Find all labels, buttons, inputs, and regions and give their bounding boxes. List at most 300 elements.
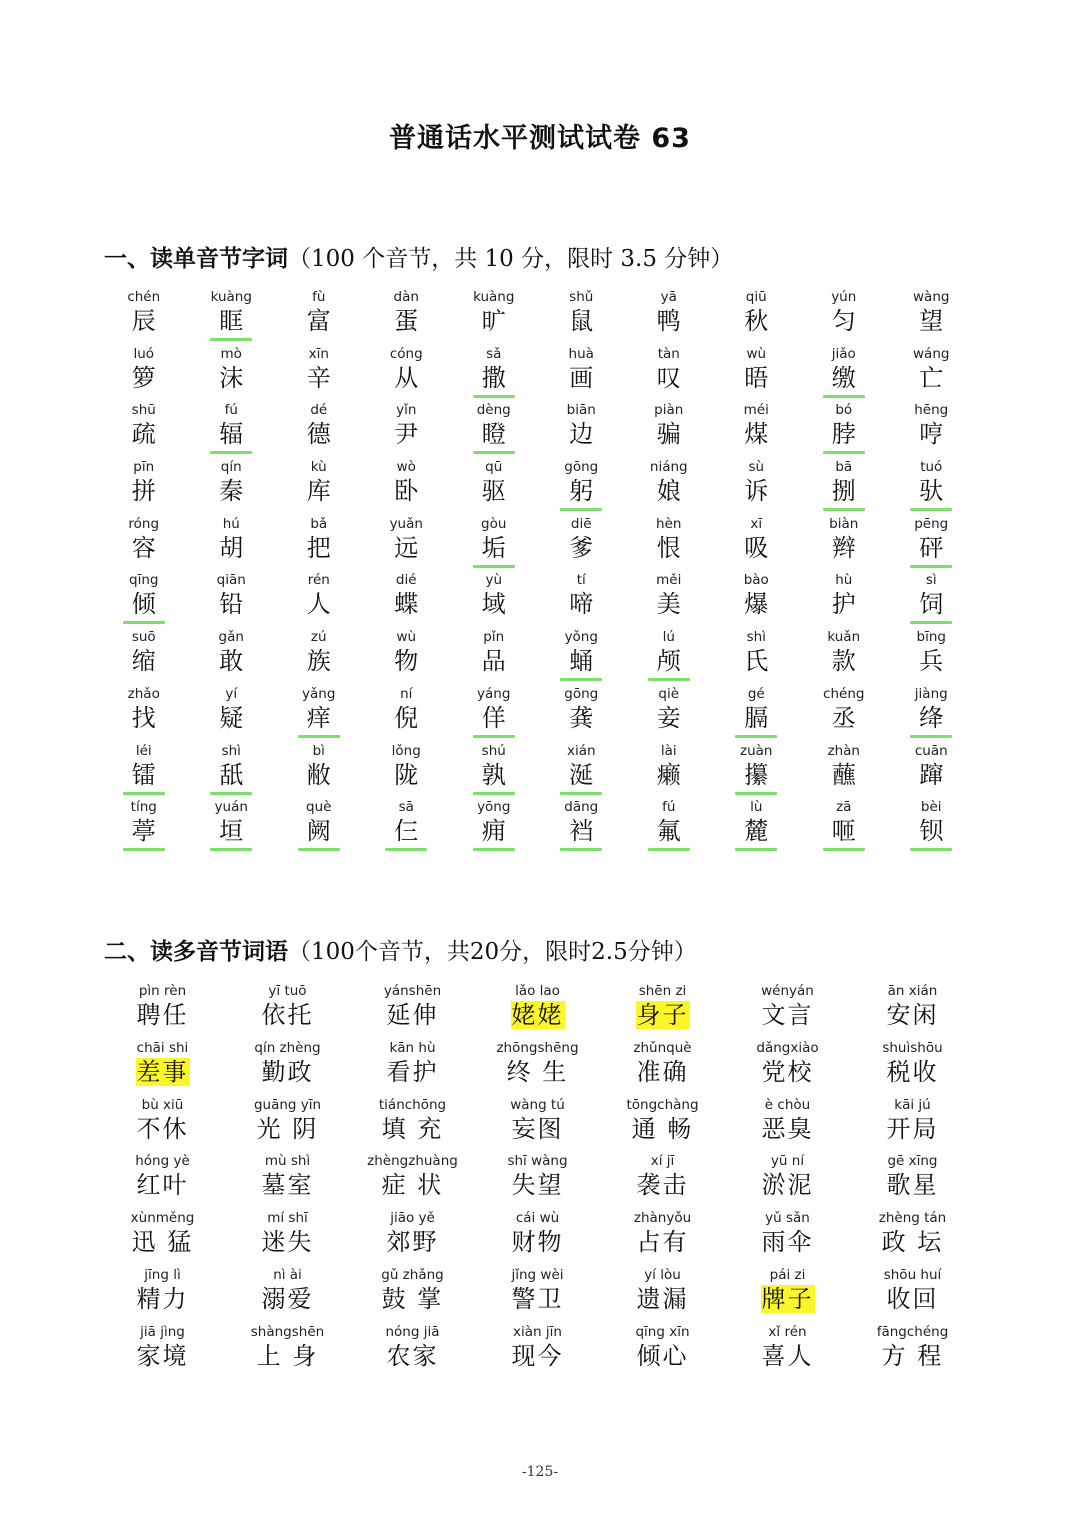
word: 遗漏 bbox=[636, 1284, 689, 1313]
word-cell bbox=[225, 1152, 350, 1209]
pinyin: kù bbox=[310, 459, 327, 476]
character: 尹 bbox=[394, 420, 419, 449]
pinyin: mù shì bbox=[264, 1153, 311, 1170]
character: 晤 bbox=[744, 363, 769, 392]
pinyin: jiā jìng bbox=[140, 1323, 185, 1340]
character: 疏 bbox=[131, 420, 156, 449]
word-cell bbox=[475, 1323, 600, 1380]
word-cell bbox=[450, 288, 538, 345]
character: 秦 bbox=[219, 477, 244, 506]
character: 敝 bbox=[306, 760, 331, 789]
character: 人 bbox=[306, 590, 331, 619]
pinyin: shuìshōu bbox=[882, 1039, 943, 1056]
word-cell bbox=[100, 798, 188, 855]
word-text bbox=[350, 1114, 475, 1144]
word: 妄图 bbox=[511, 1114, 564, 1143]
word-cell bbox=[725, 1266, 850, 1323]
word: 红叶 bbox=[136, 1171, 189, 1200]
word-text bbox=[600, 1170, 725, 1200]
word-cell bbox=[363, 742, 451, 799]
word: 税收 bbox=[886, 1057, 939, 1086]
character: 爹 bbox=[569, 533, 594, 562]
pinyin: jiǎo bbox=[831, 345, 856, 362]
word-cell bbox=[188, 288, 276, 345]
word-cell bbox=[800, 458, 888, 515]
page-number: -125- bbox=[521, 1464, 559, 1480]
character: 辰 bbox=[131, 307, 156, 335]
word-text bbox=[475, 1341, 600, 1371]
word-cell bbox=[713, 798, 801, 855]
pinyin: qū bbox=[485, 459, 503, 476]
pinyin: qín bbox=[220, 459, 242, 476]
character: 富 bbox=[306, 307, 331, 335]
word-cell bbox=[800, 685, 888, 742]
pinyin: hóng yè bbox=[135, 1153, 190, 1170]
word-cell bbox=[850, 1266, 975, 1323]
pinyin: gòu bbox=[481, 515, 507, 532]
word-cell bbox=[725, 1323, 850, 1380]
word-text bbox=[350, 1000, 475, 1030]
word-text bbox=[850, 1114, 975, 1144]
pinyin: bǎ bbox=[310, 515, 328, 532]
character: 敢 bbox=[219, 647, 244, 676]
character: 咂 bbox=[831, 817, 856, 846]
word: 政 坛 bbox=[881, 1228, 944, 1257]
word-cell bbox=[713, 742, 801, 799]
word-text bbox=[725, 1170, 850, 1200]
character: 叹 bbox=[656, 363, 681, 392]
word-text bbox=[725, 1227, 850, 1257]
word-cell bbox=[100, 1209, 225, 1266]
word-text bbox=[725, 1341, 850, 1371]
pinyin: rén bbox=[307, 572, 330, 589]
word: 现今 bbox=[511, 1341, 564, 1370]
word-text bbox=[850, 1170, 975, 1200]
word: 袭击 bbox=[636, 1171, 689, 1200]
pinyin: bā bbox=[835, 459, 853, 476]
pinyin: zā bbox=[836, 799, 852, 816]
word-cell bbox=[363, 571, 451, 628]
word-cell bbox=[475, 1266, 600, 1323]
character: 颅 bbox=[656, 647, 681, 676]
word-cell bbox=[538, 571, 626, 628]
section2-title: 二、读多音节词语 bbox=[104, 939, 288, 965]
word-cell bbox=[363, 798, 451, 855]
green-underline bbox=[648, 848, 690, 851]
word: 光 阴 bbox=[256, 1114, 319, 1143]
pinyin: shōu huí bbox=[883, 1266, 942, 1283]
green-underline bbox=[560, 678, 602, 681]
green-underline bbox=[910, 565, 952, 568]
pinyin: piàn bbox=[654, 402, 684, 419]
green-underline bbox=[560, 792, 602, 795]
character: 缴 bbox=[831, 363, 856, 392]
word-cell bbox=[275, 345, 363, 402]
word-cell bbox=[888, 345, 976, 402]
pinyin: cái wù bbox=[515, 1210, 560, 1227]
pinyin: qīng xīn bbox=[635, 1323, 690, 1340]
word-text bbox=[600, 1227, 725, 1257]
pinyin: zhōngshēng bbox=[496, 1039, 579, 1056]
word-cell bbox=[100, 1323, 225, 1380]
word-cell bbox=[225, 1323, 350, 1380]
section1-title: 一、读单音节字词 bbox=[104, 246, 288, 272]
pinyin: wàng bbox=[913, 289, 950, 305]
word-cell bbox=[275, 401, 363, 458]
word-cell bbox=[538, 458, 626, 515]
pinyin: xǐ rén bbox=[768, 1323, 807, 1340]
highlighted-word: 牌子 bbox=[761, 1284, 814, 1313]
character: 舐 bbox=[219, 760, 244, 789]
word-cell bbox=[538, 401, 626, 458]
word: 雨伞 bbox=[761, 1228, 814, 1257]
word-text bbox=[850, 1284, 975, 1314]
word: 倾心 bbox=[636, 1341, 689, 1370]
pinyin: gé bbox=[747, 685, 765, 702]
pinyin: kuàng bbox=[210, 289, 252, 305]
character: 缩 bbox=[131, 647, 156, 676]
word-cell bbox=[363, 401, 451, 458]
word: 农家 bbox=[386, 1341, 439, 1370]
pinyin: lài bbox=[660, 742, 677, 759]
word: 方 程 bbox=[881, 1341, 944, 1370]
pinyin: pǐn bbox=[483, 629, 505, 646]
word-cell bbox=[625, 798, 713, 855]
word-cell bbox=[725, 1039, 850, 1096]
word-cell bbox=[713, 458, 801, 515]
word: 喜人 bbox=[761, 1341, 814, 1370]
word-text bbox=[225, 1284, 350, 1314]
word-cell bbox=[188, 571, 276, 628]
character: 亡 bbox=[919, 363, 944, 392]
word-cell bbox=[800, 571, 888, 628]
pinyin: xùnměng bbox=[130, 1210, 195, 1227]
word-cell bbox=[800, 288, 888, 345]
pinyin: lú bbox=[662, 629, 675, 646]
pinyin: wáng bbox=[913, 345, 950, 362]
character: 驱 bbox=[481, 477, 506, 506]
pinyin: xīn bbox=[308, 345, 329, 362]
word: 失望 bbox=[511, 1171, 564, 1200]
word-text bbox=[350, 1341, 475, 1371]
pinyin: zhèngzhuàng bbox=[367, 1153, 458, 1170]
pinyin: fú bbox=[662, 799, 676, 816]
character: 卧 bbox=[394, 477, 419, 506]
word-cell bbox=[188, 628, 276, 685]
word: 占有 bbox=[636, 1228, 689, 1257]
word-text bbox=[475, 1114, 600, 1144]
pinyin: kāi jú bbox=[894, 1096, 931, 1113]
pinyin: qín zhèng bbox=[254, 1039, 321, 1056]
word-cell bbox=[100, 1152, 225, 1209]
pinyin: hēng bbox=[914, 402, 949, 419]
character: 吸 bbox=[744, 533, 769, 562]
word-cell bbox=[450, 401, 538, 458]
pinyin: niáng bbox=[649, 459, 688, 476]
word-cell bbox=[850, 1039, 975, 1096]
green-underline bbox=[123, 621, 165, 624]
green-underline bbox=[473, 735, 515, 738]
pinyin: shēn zi bbox=[638, 983, 687, 999]
highlighted-word: 差事 bbox=[136, 1057, 189, 1086]
pinyin: wù bbox=[746, 345, 767, 362]
pinyin: pīn bbox=[133, 459, 155, 476]
pinyin: shú bbox=[481, 742, 506, 759]
word-text bbox=[600, 1114, 725, 1144]
green-underline bbox=[910, 735, 952, 738]
word-text bbox=[725, 1057, 850, 1087]
pinyin: bīng bbox=[916, 629, 946, 646]
character: 癞 bbox=[656, 760, 681, 789]
word-cell bbox=[100, 515, 188, 572]
word-cell bbox=[600, 1266, 725, 1323]
character: 痈 bbox=[481, 817, 506, 846]
word-cell bbox=[100, 288, 188, 345]
character: 蝶 bbox=[394, 590, 419, 619]
word-cell bbox=[450, 628, 538, 685]
word-cell bbox=[275, 515, 363, 572]
word: 依托 bbox=[261, 1001, 314, 1029]
word-cell bbox=[100, 1096, 225, 1153]
green-underline bbox=[735, 848, 777, 851]
word: 淤泥 bbox=[761, 1171, 814, 1200]
pinyin: yuán bbox=[214, 799, 248, 816]
pinyin: dié bbox=[395, 572, 417, 589]
character: 箩 bbox=[131, 363, 156, 392]
word-cell bbox=[850, 982, 975, 1039]
character: 蛹 bbox=[569, 647, 594, 676]
character: 款 bbox=[831, 647, 856, 676]
character: 垢 bbox=[481, 533, 506, 562]
word-cell bbox=[225, 982, 350, 1039]
character: 龚 bbox=[569, 703, 594, 732]
character: 辐 bbox=[219, 420, 244, 449]
word: 歌星 bbox=[886, 1171, 939, 1200]
character: 阙 bbox=[306, 817, 331, 846]
word-cell bbox=[350, 982, 475, 1039]
word-cell bbox=[450, 685, 538, 742]
character: 骗 bbox=[656, 420, 681, 449]
word-text bbox=[225, 1114, 350, 1144]
word-cell bbox=[475, 982, 600, 1039]
green-underline bbox=[735, 792, 777, 795]
pinyin: qiān bbox=[216, 572, 246, 589]
green-underline bbox=[823, 848, 865, 851]
character: 疑 bbox=[219, 703, 244, 732]
pinyin: ní bbox=[400, 685, 413, 702]
word-cell bbox=[725, 1152, 850, 1209]
word-cell bbox=[625, 345, 713, 402]
word-text bbox=[225, 1227, 350, 1257]
word-cell bbox=[800, 401, 888, 458]
word-text bbox=[850, 1057, 975, 1087]
word-text bbox=[475, 1284, 600, 1314]
pinyin: gǎn bbox=[218, 629, 244, 646]
word-text bbox=[100, 1057, 225, 1087]
word-text bbox=[100, 1114, 225, 1144]
green-underline bbox=[473, 565, 515, 568]
word-cell bbox=[450, 345, 538, 402]
word-cell bbox=[600, 1096, 725, 1153]
word-text bbox=[225, 1057, 350, 1087]
pinyin: bèi bbox=[920, 799, 942, 816]
word-cell bbox=[350, 1209, 475, 1266]
pinyin: zhǔnquè bbox=[633, 1039, 692, 1056]
word-cell bbox=[600, 1152, 725, 1209]
pinyin: biān bbox=[566, 402, 596, 419]
word-text bbox=[725, 1000, 850, 1030]
character: 找 bbox=[131, 703, 156, 732]
word-text bbox=[850, 1000, 975, 1030]
green-underline bbox=[473, 395, 515, 398]
character: 鼠 bbox=[569, 307, 594, 335]
character: 恨 bbox=[656, 533, 681, 562]
word-text bbox=[475, 1057, 600, 1087]
word-text bbox=[475, 1227, 600, 1257]
character: 丞 bbox=[831, 703, 856, 732]
word-cell bbox=[363, 288, 451, 345]
character: 膈 bbox=[744, 703, 769, 732]
character: 德 bbox=[306, 420, 331, 449]
green-underline bbox=[210, 792, 252, 795]
pinyin: jiāo yě bbox=[390, 1210, 435, 1227]
word-cell bbox=[363, 685, 451, 742]
character: 躬 bbox=[569, 477, 594, 506]
word-cell bbox=[725, 1096, 850, 1153]
pinyin: mò bbox=[220, 345, 242, 362]
pinyin: qiè bbox=[658, 685, 680, 702]
word: 勤政 bbox=[261, 1057, 314, 1086]
pinyin: xí jī bbox=[650, 1153, 675, 1170]
word-text bbox=[725, 1284, 850, 1314]
word-text bbox=[100, 1284, 225, 1314]
word-cell bbox=[888, 628, 976, 685]
pinyin: cóng bbox=[389, 345, 423, 362]
character: 望 bbox=[919, 307, 944, 335]
word-cell bbox=[275, 742, 363, 799]
pinyin: gōng bbox=[564, 685, 599, 702]
pinyin: gōng bbox=[564, 459, 599, 476]
word-cell bbox=[625, 515, 713, 572]
word-text bbox=[350, 1057, 475, 1087]
character: 库 bbox=[306, 477, 331, 506]
word-cell bbox=[475, 1152, 600, 1209]
pinyin: zhǎo bbox=[127, 685, 160, 702]
character: 容 bbox=[131, 533, 156, 562]
pinyin: wàng tú bbox=[510, 1096, 565, 1113]
pinyin: ān xián bbox=[887, 983, 938, 999]
pinyin: wényán bbox=[761, 983, 814, 999]
word-cell bbox=[850, 1096, 975, 1153]
green-underline bbox=[210, 848, 252, 851]
pinyin: fù bbox=[312, 289, 326, 305]
green-underline bbox=[473, 451, 515, 454]
pinyin: hù bbox=[835, 572, 853, 589]
pinyin: pēng bbox=[914, 515, 949, 532]
character: 倪 bbox=[394, 703, 419, 732]
pinyin: yù bbox=[485, 572, 503, 589]
word-cell bbox=[538, 628, 626, 685]
word-cell bbox=[850, 1209, 975, 1266]
character: 氏 bbox=[744, 647, 769, 676]
word-cell bbox=[725, 982, 850, 1039]
section1-heading bbox=[104, 240, 733, 273]
pinyin: qīng bbox=[129, 572, 159, 589]
character: 佯 bbox=[481, 703, 506, 732]
pinyin: guāng yīn bbox=[253, 1096, 322, 1113]
pinyin: bì bbox=[312, 742, 325, 759]
pinyin: wò bbox=[396, 459, 416, 476]
character: 攥 bbox=[744, 760, 769, 789]
green-underline bbox=[298, 735, 340, 738]
word-cell bbox=[888, 288, 976, 345]
word-cell bbox=[188, 742, 276, 799]
word-cell bbox=[800, 515, 888, 572]
green-underline bbox=[560, 508, 602, 511]
word-cell bbox=[538, 798, 626, 855]
word-cell bbox=[800, 628, 888, 685]
word-text bbox=[100, 1341, 225, 1371]
word: 准确 bbox=[636, 1057, 689, 1086]
word-cell bbox=[363, 628, 451, 685]
character: 鸭 bbox=[656, 307, 681, 335]
character: 从 bbox=[394, 363, 419, 392]
word-cell bbox=[350, 1039, 475, 1096]
word-text bbox=[225, 1170, 350, 1200]
word-cell bbox=[600, 1209, 725, 1266]
pinyin: zuàn bbox=[740, 742, 773, 759]
pinyin: róng bbox=[128, 515, 160, 532]
word: 墓室 bbox=[261, 1171, 314, 1200]
word-cell bbox=[363, 458, 451, 515]
word-cell bbox=[600, 982, 725, 1039]
section2-heading bbox=[104, 933, 697, 966]
word-cell bbox=[450, 458, 538, 515]
character: 辛 bbox=[306, 363, 331, 392]
pinyin: sā bbox=[398, 799, 414, 816]
word: 精力 bbox=[136, 1284, 189, 1313]
word: 郊野 bbox=[386, 1228, 439, 1257]
pinyin: sù bbox=[748, 459, 765, 476]
pinyin: yánshēn bbox=[383, 983, 442, 999]
character: 域 bbox=[481, 590, 506, 619]
word-cell bbox=[625, 685, 713, 742]
pinyin: shì bbox=[746, 629, 766, 646]
word-cell bbox=[888, 515, 976, 572]
character: 诉 bbox=[744, 477, 769, 506]
word-cell bbox=[100, 401, 188, 458]
word: 聘任 bbox=[136, 1001, 189, 1029]
word-text bbox=[725, 1114, 850, 1144]
pinyin: shì bbox=[221, 742, 241, 759]
word-text bbox=[850, 1227, 975, 1257]
character: 铅 bbox=[219, 590, 244, 619]
word-cell bbox=[350, 1152, 475, 1209]
character: 妾 bbox=[656, 703, 681, 732]
word-cell bbox=[800, 798, 888, 855]
word-text bbox=[100, 1170, 225, 1200]
pinyin: tí bbox=[576, 572, 586, 589]
character: 胡 bbox=[219, 533, 244, 562]
character: 远 bbox=[394, 533, 419, 562]
pinyin: biàn bbox=[829, 515, 859, 532]
word: 填 充 bbox=[381, 1114, 444, 1143]
pinyin: yí bbox=[225, 685, 238, 702]
word-cell bbox=[625, 288, 713, 345]
word-cell bbox=[800, 742, 888, 799]
pinyin: yī tuō bbox=[268, 983, 307, 999]
green-underline bbox=[123, 792, 165, 795]
